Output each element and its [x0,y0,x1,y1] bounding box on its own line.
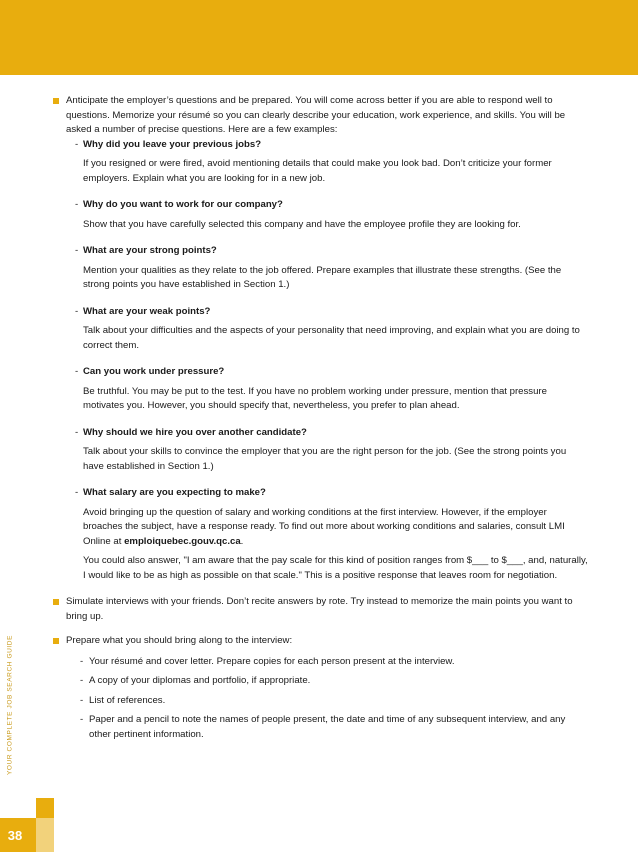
question-item [66,244,588,293]
list-item [66,713,588,742]
question-title: Why should we hire you over another candidate? [83,426,307,438]
question-answer: Be truthful. You may be put to the test. If you have no problem working under pressure, mention that pressure motivates you. However, you should specify that, nevertheless, you prefer to plan ahead. [83,385,547,411]
question-answer: Talk about your difficulties and the aspects of your personality that need improving, and explain what you are doing to correct them. [83,325,580,351]
question-title: Why did you leave your previous jobs? [83,138,262,150]
question-title: What salary are you expecting to make? [83,487,266,498]
header-band [0,0,638,75]
question-title: What are your weak points? [83,305,211,317]
dash: - [80,655,84,667]
simulate-text: Simulate interviews with your friends. Don’t recite answers by rote. Try instead to memorize the main points you want to bring up. [66,596,573,622]
dash: - [75,199,79,210]
question-title: What are your strong points? [83,245,217,256]
question-answer: Show that you have carefully selected this company and have the employee profile they are looking for. [83,218,521,230]
bullet-square-icon [53,98,59,104]
side-label-text: YOUR COMPLETE JOB SEARCH GUIDE [6,634,14,776]
question-item [66,138,588,187]
question-answer: Mention your qualities as they relate to the job offered. Prepare examples that illustrate these strengths. (See the strong points you have established in Section 1.) [83,264,562,290]
dash: - [80,675,84,686]
question-title: Why do you want to work for our company? [83,199,283,210]
dash: - [75,305,79,317]
bullet-prepare [53,634,588,742]
list-item [66,694,588,709]
bullet-square-icon [53,638,59,644]
question-answer-extra: You could also answer, "I am aware that the pay scale for this kind of position ranges from $___ to $___, and, naturally, I would like to be as high as possible on that scale." This is a positive response that leaves room for negotiation. [83,555,588,581]
prepare-text: Prepare what you should bring along to the interview: [66,635,293,646]
answer-end: . [240,535,244,547]
question-item [66,365,588,414]
list-item [66,674,588,689]
emploi-quebec-link[interactable]: emploiquebec.gouv.qc.ca [124,535,241,547]
question-item [66,198,588,232]
intro-text: Anticipate the employer’s questions and be prepared. You will come across better if you are able to respond well to questions. Memorize your résumé so you can clearly describe your education, work experience, and skills. You will be asked a number of precise questions. Here are a few examples: [66,95,566,135]
bullet-anticipate [53,94,588,583]
dash: - [75,487,79,498]
question-answer: If you resigned or were fired, avoid mentioning details that could make you look bad. Don’t criticize your former employers. Explain what you are looking for in a new job. [83,158,552,184]
deco-square [36,818,54,852]
dash: - [80,714,84,725]
list-item-text: List of references. [89,694,166,706]
question-title: Can you work under pressure? [83,366,225,377]
answer-text: Avoid bringing up the question of salary and working conditions at the first interview. However, if the employer broaches the subject, have a response ready. To find out more about working conditions and salaries, consult LMI Online at [83,506,565,547]
list-item-text: A copy of your diplomas and portfolio, if appropriate. [89,675,311,686]
bullet-square-icon [53,599,59,605]
main-content [53,94,588,752]
dash: - [75,138,79,150]
bullet-simulate [53,595,588,624]
dash: - [75,245,79,256]
side-label [0,634,20,776]
question-item [66,426,588,475]
question-answer: Talk about your skills to convince the employer that you are the right person for the job. (See the strong points you have established in Section 1.) [83,446,567,472]
prepare-list [66,655,588,743]
question-answer [83,506,588,550]
page-number-box [0,818,36,852]
list-item-text: Your résumé and cover letter. Prepare copies for each person present at the interview. [89,655,455,667]
dash: - [75,426,79,438]
list-item [66,655,588,670]
dash: - [80,694,84,706]
list-item-text: Paper and a pencil to note the names of people present, the date and time of any subsequent interview, and any other pertinent information. [89,714,566,740]
deco-square [36,798,54,818]
question-item [66,486,588,583]
dash: - [75,366,79,377]
page-number: 38 [7,827,23,843]
question-item [66,305,588,354]
